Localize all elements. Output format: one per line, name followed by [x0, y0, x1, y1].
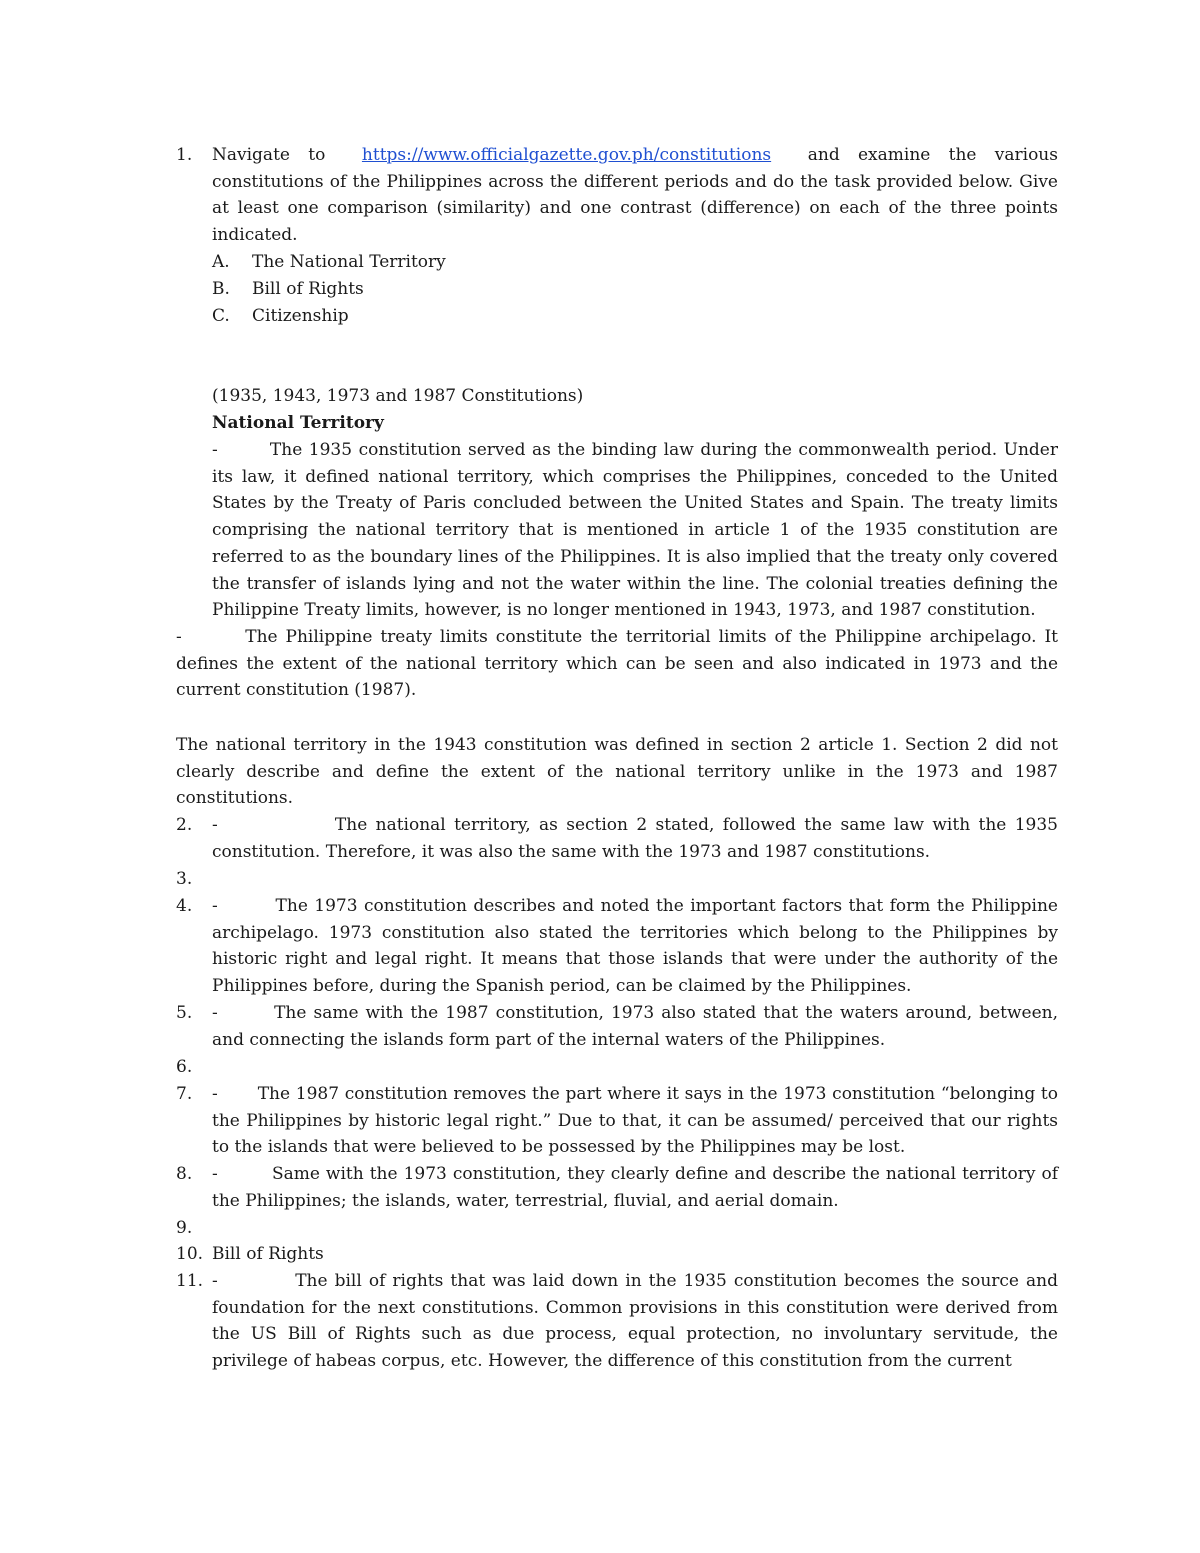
list-number: 7.	[176, 1084, 193, 1104]
list-item: - The national territory, as section 2 stated, followed the same law with the 1935 constitution. Therefore, it was also the same with the 1973 and 1987 constitutions.	[212, 815, 1064, 862]
sub-item-label: Citizenship	[252, 306, 349, 326]
list-item: - The bill of rights that was laid down in the 1935 constitution becomes the source and foundation for the next constitutions. Common provisions in this constitution were derived from the US Bill of Rights such as due process, equal protection, no involuntary servitude, the privilege of habeas corpus, etc. However, the difference of this constitution from the current	[212, 1271, 1064, 1372]
constitutions-link[interactable]: https://www.officialgazette.gov.ph/constitutions	[361, 145, 772, 165]
list-item: - The same with the 1987 constitution, 1973 also stated that the waters around, between, and connecting the islands form part of the internal waters of the Philippines.	[212, 1003, 1064, 1050]
list-number: 2.	[176, 815, 193, 835]
list-item: - Same with the 1973 constitution, they clearly define and describe the national territory of the Philippines; the islands, water, terrestrial, fluvial, and aerial domain.	[212, 1164, 1064, 1211]
question-suffix: and examine the various constitutions of the Philippines across the different periods and do the task provided below. Give at least one comparison (similarity) and one contrast (difference) on each of the three points indicated.	[212, 145, 1058, 246]
constitutions-years: (1935, 1943, 1973 and 1987 Constitutions)	[212, 386, 584, 406]
paragraph: - The 1935 constitution served as the binding law during the commonwealth period. Under its law, it defined national territory, which comprises the Philippines, conceded to the United States by the Treaty of Paris concluded between the United States and Spain. The treaty limits comprising the national territory that is mentioned in article 1 of the 1935 constitution are referred to as the boundary lines of the Philippines. It is also implied that the treaty only covered the transfer of islands lying and not the water within the line. The colonial treaties defining the Philippine Treaty limits, however, is no longer mentioned in 1943, 1973, and 1987 constitution.	[212, 440, 1064, 621]
list-number: 9.	[176, 1218, 193, 1238]
question-1-text	[212, 142, 1058, 249]
list-item: - The 1987 constitution removes the part where it says in the 1973 constitution “belonging to the Philippines by historic legal right.” Due to that, it can be assumed/ perceived that our rights to the islands that were believed to be possessed by the Philippines may be lost.	[212, 1084, 1064, 1158]
sub-item-letter: B.	[212, 279, 230, 299]
list-number: 3.	[176, 869, 193, 889]
question-prefix: Navigate to	[212, 145, 326, 165]
list-number: 10.	[176, 1244, 204, 1264]
list-number: 6.	[176, 1057, 193, 1077]
sub-item-label: Bill of Rights	[252, 279, 364, 299]
section-heading: National Territory	[212, 413, 384, 433]
list-number: 4.	[176, 896, 193, 916]
list-number: 5.	[176, 1003, 193, 1023]
list-item: - The 1973 constitution describes and noted the important factors that form the Philippine archipelago. 1973 constitution also stated the territories which belong to the Philippines by historic right and legal right. It means that those islands that were under the authority of the Philippines before, during the Spanish period, can be claimed by the Philippines.	[212, 896, 1064, 997]
sub-item-label: The National Territory	[252, 252, 446, 272]
paragraph: - The Philippine treaty limits constitute the territorial limits of the Philippine archipelago. It defines the extent of the national territory which can be seen and also indicated in 1973 and the current constitution (1987).	[176, 627, 1064, 701]
list-number: 1.	[176, 145, 193, 165]
sub-item-letter: C.	[212, 306, 230, 326]
list-number: 8.	[176, 1164, 193, 1184]
list-item: Bill of Rights	[212, 1244, 324, 1264]
sub-item-letter: A.	[212, 252, 230, 272]
list-number: 11.	[176, 1271, 204, 1291]
paragraph: The national territory in the 1943 constitution was defined in section 2 article 1. Section 2 did not clearly describe and define the extent of the national territory unlike in the 1973 and 1987 constitutions.	[176, 735, 1058, 809]
